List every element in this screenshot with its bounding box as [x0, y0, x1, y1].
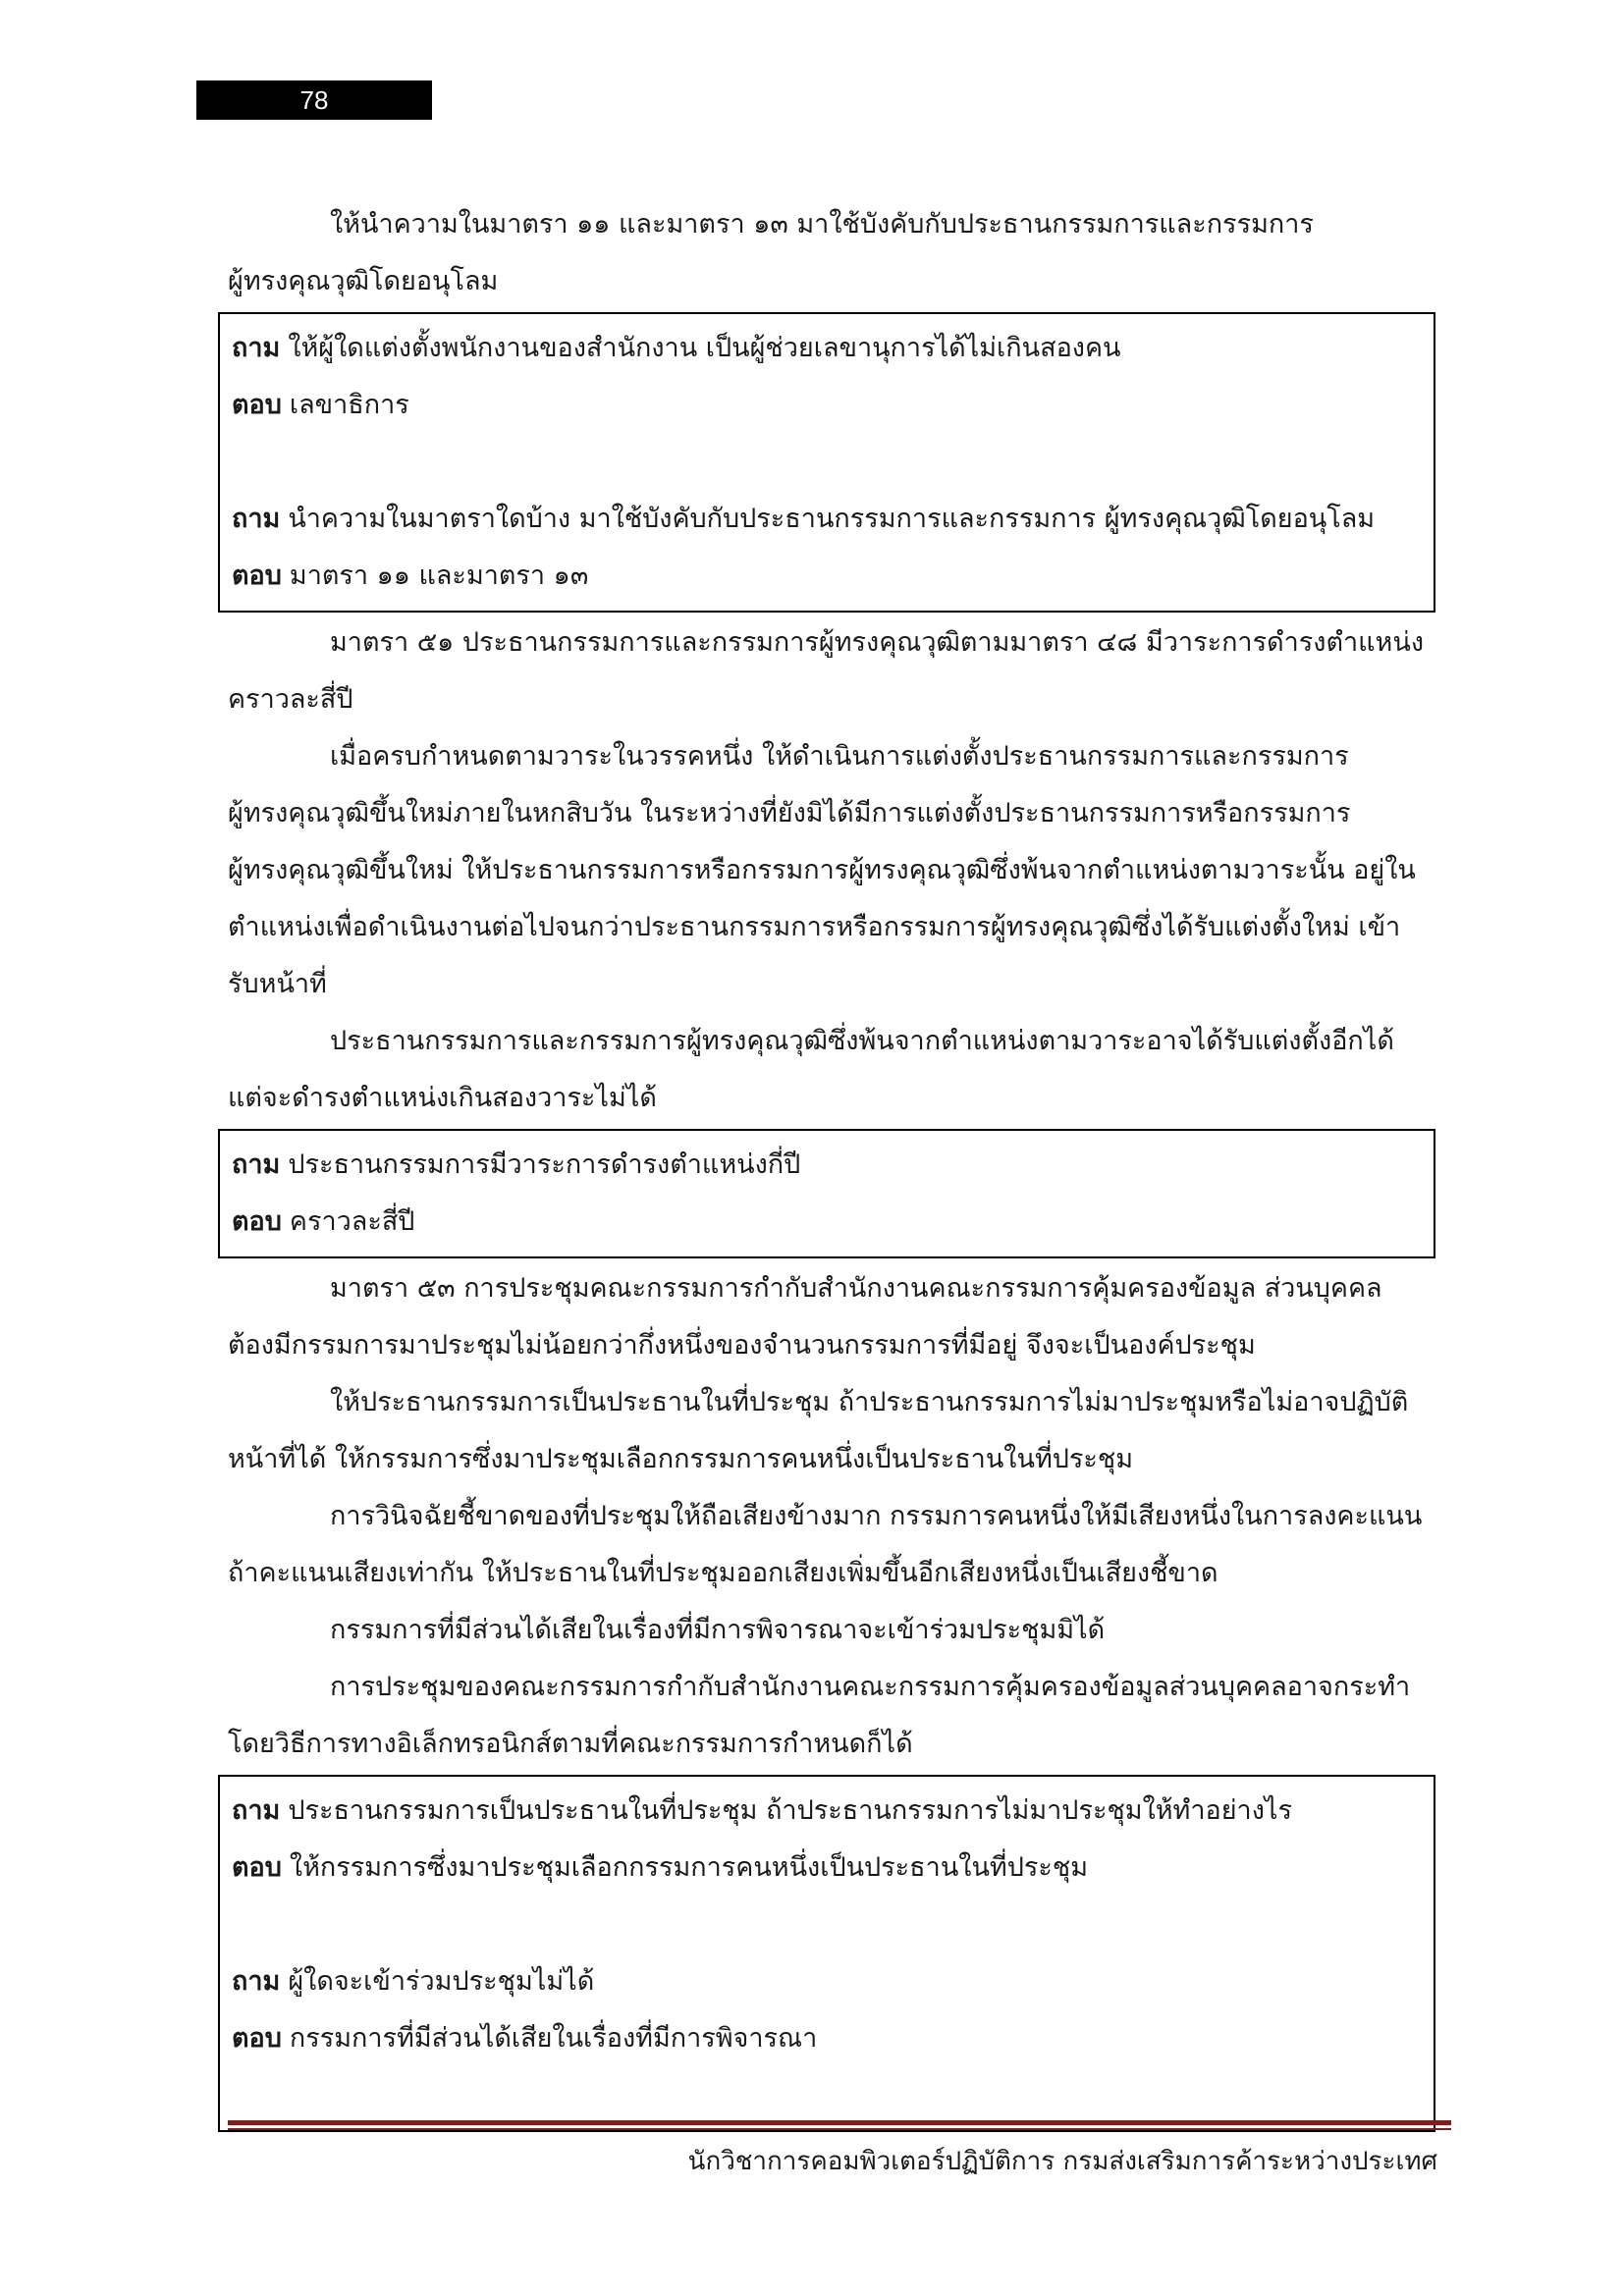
paragraph: [228, 1374, 1426, 1488]
paragraph: [228, 1013, 1426, 1127]
qa-box: [218, 1129, 1435, 1258]
text-line: ผู้ทรงคุณวุฒิขึ้นใหม่ภายในหกสิบวัน ในระหว่างที่ยังมิได้มีการแต่งตั้งประธานกรรมการหรือกรรมการ: [228, 798, 1351, 828]
paragraph: [228, 1260, 1426, 1374]
text-line: แต่จะดำรงตำแหน่งเกินสองวาระไม่ได้: [228, 1083, 657, 1113]
footer-divider-thin: [228, 2128, 1451, 2130]
text-line: ผู้ทรงคุณวุฒิโดยอนุโลม: [228, 266, 499, 296]
footer-text: นักวิชาการคอมพิวเตอร์ปฏิบัติการ กรมส่งเสริมการค้าระหว่างประเทศ: [687, 2147, 1437, 2176]
answer-line: ตอบ กรรมการที่มีส่วนได้เสียในเรื่องที่มีการพิจารณา: [232, 2023, 818, 2054]
text-line: การประชุมของคณะกรรมการกำกับสำนักงานคณะกรรมการคุ้มครองข้อมูลส่วนบุคคลอาจกระทำ: [330, 1672, 1411, 1702]
text-line: การวินิจฉัยชี้ขาดของที่ประชุมให้ถือเสียงข้างมาก กรรมการคนหนึ่งให้มีเสียงหนึ่งในการลงคะแนน: [330, 1501, 1423, 1531]
text-line: ให้ประธานกรรมการเป็นประธานในที่ประชุม ถ้าประธานกรรมการไม่มาประชุมหรือไม่อาจปฏิบัติ: [330, 1387, 1409, 1417]
answer-line: ตอบ ให้กรรมการซึ่งมาประชุมเลือกกรรมการคนหนึ่งเป็นประธานในที่ประชุม: [232, 1852, 1088, 1883]
text-line: ตำแหน่งเพื่อดำเนินงานต่อไปจนกว่าประธานกรรมการหรือกรรมการผู้ทรงคุณวุฒิซึ่งได้รับแต่งตั้งใหม่ เข้า: [228, 912, 1401, 942]
footer-divider: [228, 2120, 1451, 2125]
text-line: ถ้าคะแนนเสียงเท่ากัน ให้ประธานในที่ประชุมออกเสียงเพิ่มขึ้นอีกเสียงหนึ่งเป็นเสียงชี้ขาด: [228, 1558, 1218, 1588]
paragraph: [228, 1659, 1426, 1773]
question-line: ถาม ประธานกรรมการเป็นประธานในที่ประชุม ถ้าประธานกรรมการไม่มาประชุมให้ทำอย่างไร: [232, 1795, 1292, 1826]
question-line: ถาม ผู้ใดจะเข้าร่วมประชุมไม่ได้: [232, 1966, 595, 1997]
text-line: ให้นำความในมาตรา ๑๑ และมาตรา ๑๓ มาใช้บังคับกับประธานกรรมการและกรรมการ: [330, 209, 1314, 240]
text-line: มาตรา ๕๓ การประชุมคณะกรรมการกำกับสำนักงานคณะกรรมการคุ้มครองข้อมูล ส่วนบุคคล: [330, 1273, 1382, 1304]
paragraph: [228, 1488, 1426, 1602]
text-line: รับหน้าที่: [228, 969, 327, 999]
paragraph: [228, 1602, 1426, 1659]
question-line: ถาม ประธานกรรมการมีวาระการดำรงตำแหน่งกี่ปี: [232, 1149, 801, 1180]
text-line: กรรมการที่มีส่วนได้เสียในเรื่องที่มีการพิจารณาจะเข้าร่วมประชุมมิได้: [330, 1615, 1106, 1645]
text-line: คราวละสี่ปี: [228, 684, 353, 715]
text-line: เมื่อครบกำหนดตามวาระในวรรคหนึ่ง ให้ดำเนินการแต่งตั้งประธานกรรมการและกรรมการ: [330, 741, 1349, 772]
answer-line: ตอบ เลขาธิการ: [232, 390, 409, 420]
text-line: ผู้ทรงคุณวุฒิขึ้นใหม่ ให้ประธานกรรมการหรือกรรมการผู้ทรงคุณวุฒิซึ่งพ้นจากตำแหน่งตามวาระนั้น อยู่ใน: [228, 855, 1416, 885]
text-line: มาตรา ๕๑ ประธานกรรมการและกรรมการผู้ทรงคุณวุฒิตามมาตรา ๔๘ มีวาระการดำรงตำแหน่ง: [330, 627, 1425, 658]
answer-line: ตอบ คราวละสี่ปี: [232, 1206, 415, 1237]
qa-box: [218, 1775, 1435, 2132]
document-body: [228, 196, 1426, 2134]
text-line: หน้าที่ได้ ให้กรรมการซึ่งมาประชุมเลือกกรรมการคนหนึ่งเป็นประธานในที่ประชุม: [228, 1444, 1134, 1474]
page-number: 78: [196, 80, 432, 120]
paragraph: [228, 196, 1426, 310]
qa-box: [218, 312, 1435, 613]
question-line: ถาม ให้ผู้ใดแต่งตั้งพนักงานของสำนักงาน เป็นผู้ช่วยเลขานุการได้ไม่เกินสองคน: [232, 333, 1121, 363]
paragraph: [228, 728, 1426, 1013]
text-line: ประธานกรรมการและกรรมการผู้ทรงคุณวุฒิซึ่งพ้นจากตำแหน่งตามวาระอาจได้รับแต่งตั้งอีกได้: [330, 1026, 1394, 1056]
text-line: ต้องมีกรรมการมาประชุมไม่น้อยกว่ากึ่งหนึ่งของจำนวนกรรมการที่มีอยู่ จึงจะเป็นองค์ประชุม: [228, 1330, 1256, 1361]
paragraph: [228, 614, 1426, 728]
question-line: ถาม นำความในมาตราใดบ้าง มาใช้บังคับกับประธานกรรมการและกรรมการ ผู้ทรงคุณวุฒิโดยอนุโลม: [232, 504, 1376, 534]
answer-line: ตอบ มาตรา ๑๑ และมาตรา ๑๓: [232, 561, 589, 591]
text-line: โดยวิธีการทางอิเล็กทรอนิกส์ตามที่คณะกรรมการกำหนดก็ได้: [228, 1729, 913, 1759]
